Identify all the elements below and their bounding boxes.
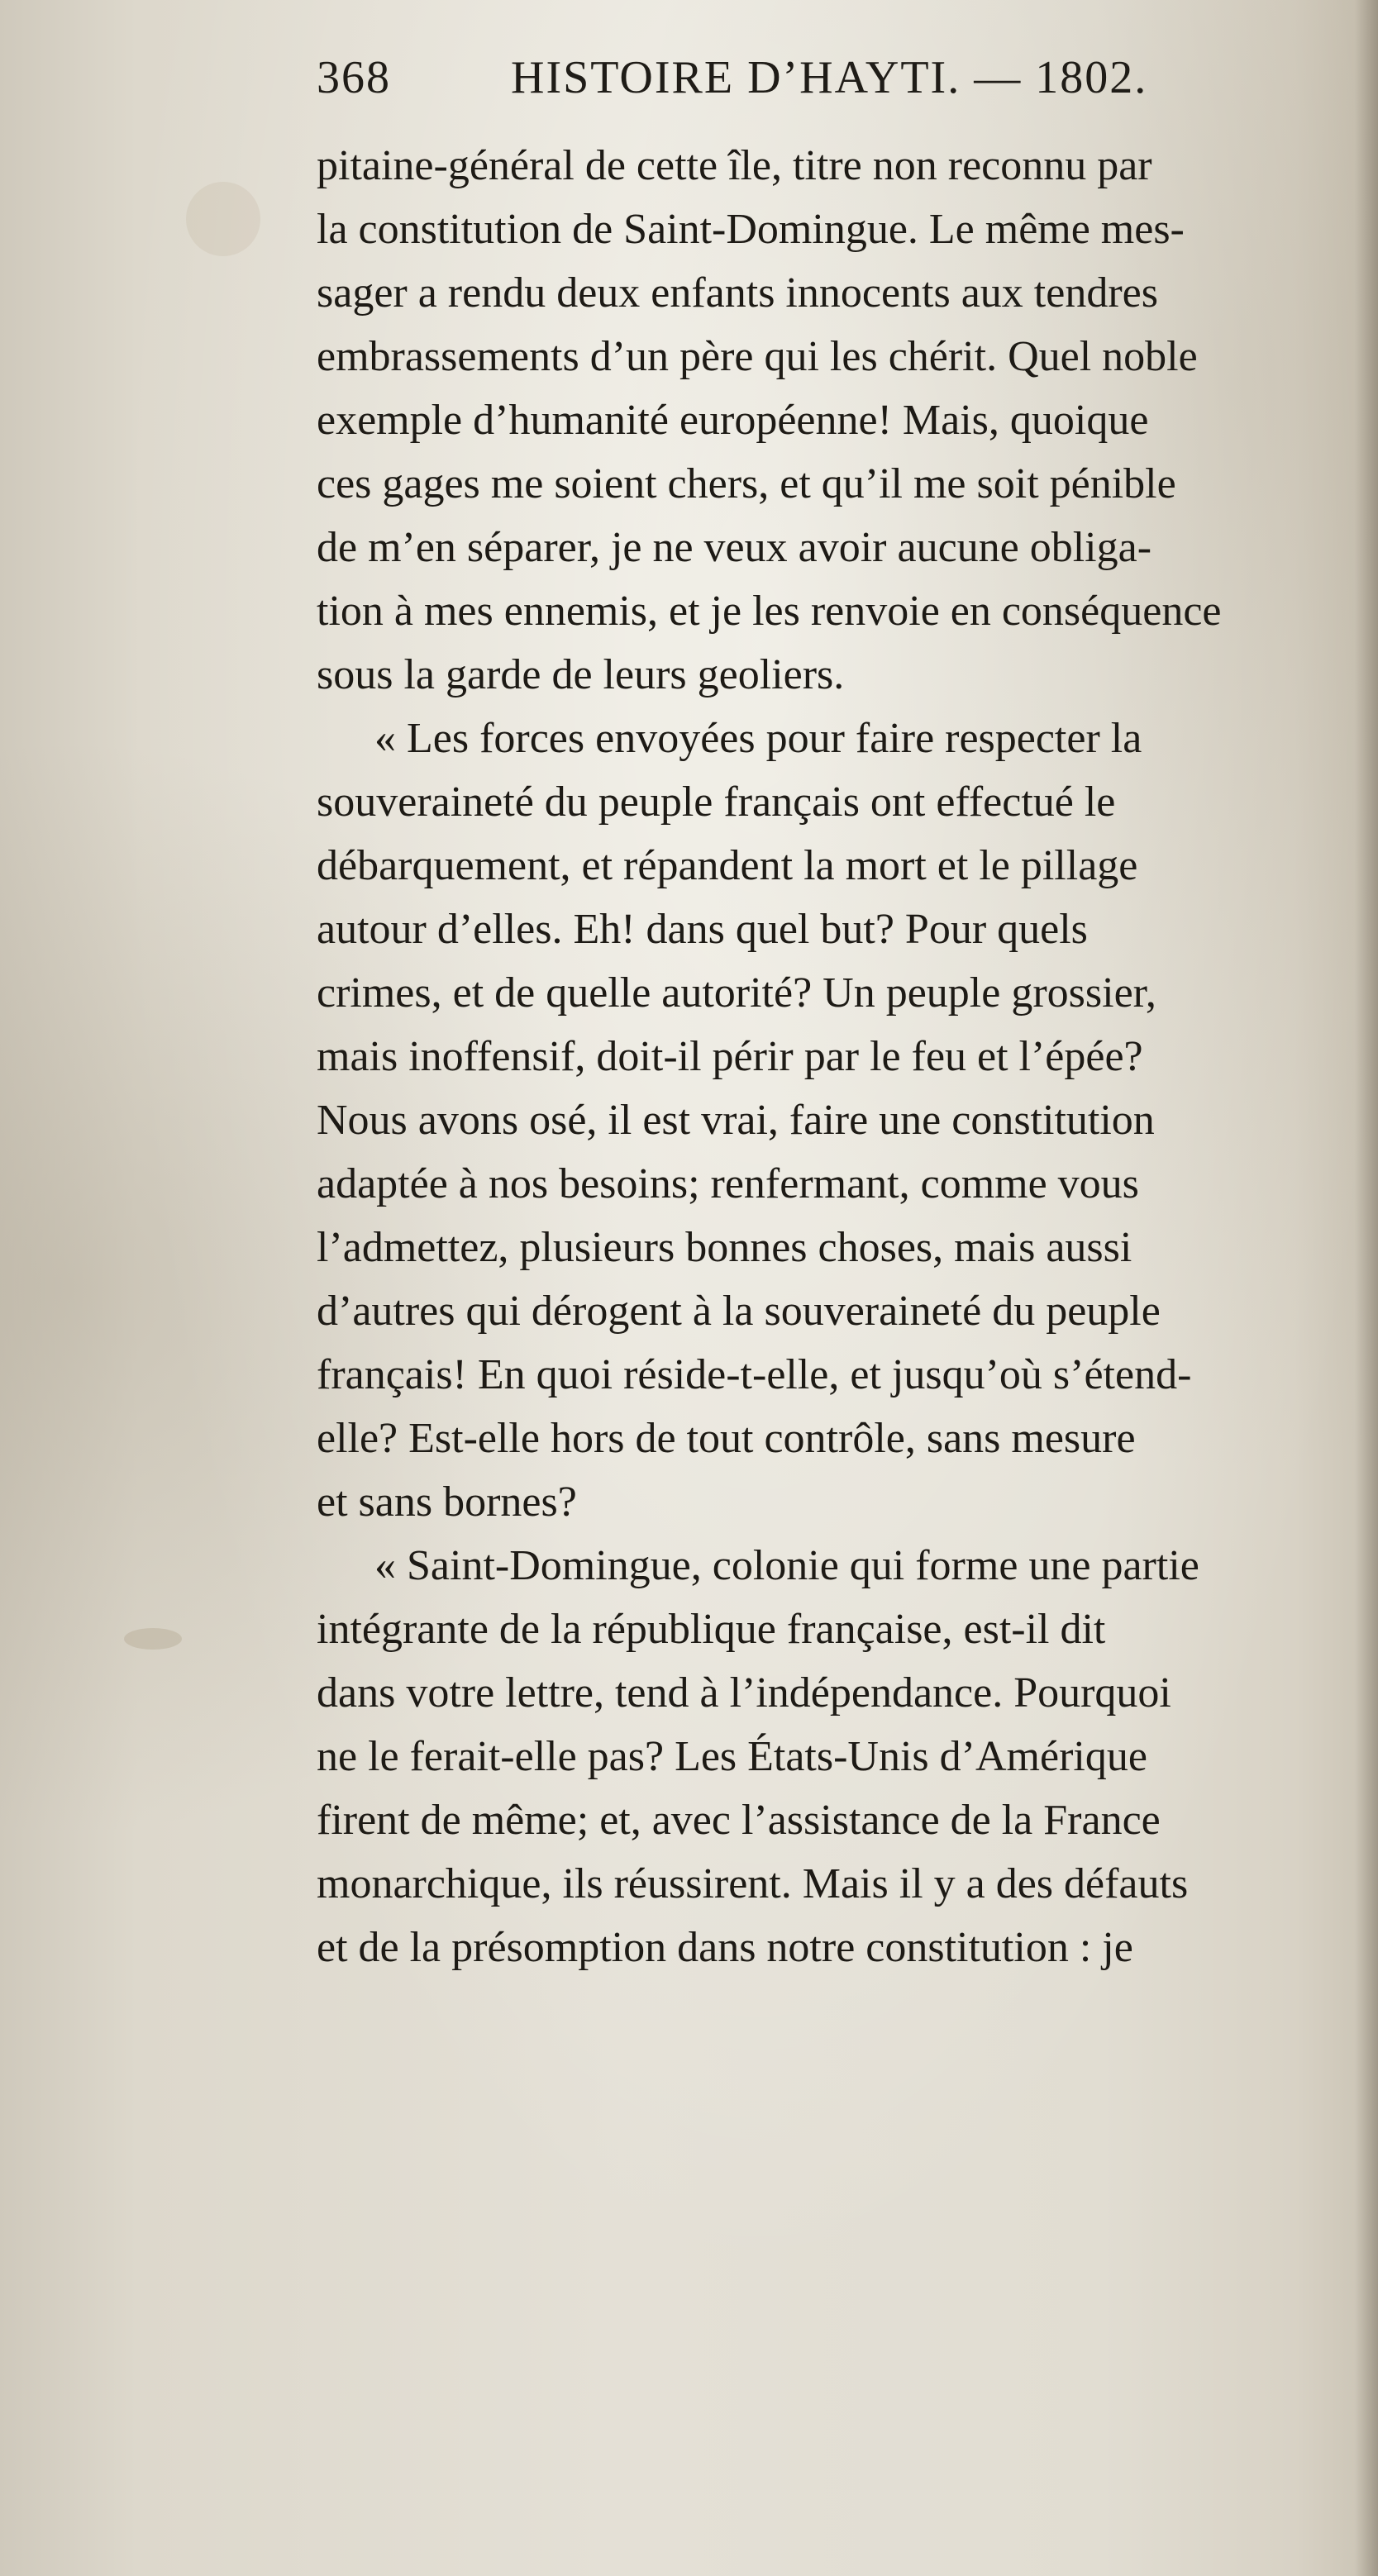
running-header (317, 51, 1218, 117)
text-line: d’autres qui dérogent à la souveraineté du peuple (317, 1288, 1161, 1335)
text-line: firent de même; et, avec l’assistance de la France (317, 1797, 1161, 1844)
text-line: exemple d’humanité européenne! Mais, quoique (317, 397, 1149, 444)
text-line: tion à mes ennemis, et je les renvoie en conséquence (317, 588, 1222, 635)
text-line: ces gages me soient chers, et qu’il me soit pénible (317, 460, 1176, 507)
text-line: ne le ferait-elle pas? Les États-Unis d’Amérique (317, 1733, 1147, 1780)
text-line: Nous avons osé, il est vrai, faire une constitution (317, 1097, 1155, 1144)
text-line: souveraineté du peuple français ont effectué le (317, 779, 1116, 826)
text-line: « Saint-Domingue, colonie qui forme une partie (374, 1542, 1199, 1589)
body-text (317, 134, 1354, 1979)
page-number: 368 (317, 52, 391, 103)
text-line: mais inoffensif, doit-il périr par le feu et l’épée? (317, 1033, 1143, 1080)
text-line: « Les forces envoyées pour faire respecter la (374, 715, 1142, 762)
text-line: et sans bornes? (317, 1478, 577, 1526)
paper-stain (186, 182, 260, 256)
text-line: la constitution de Saint-Domingue. Le même mes- (317, 206, 1185, 253)
paper-stain (124, 1628, 182, 1650)
page-gutter-shadow (1355, 0, 1378, 2576)
text-line: sager a rendu deux enfants innocents aux tendres (317, 269, 1158, 317)
text-line: dans votre lettre, tend à l’indépendance. Pourquoi (317, 1669, 1171, 1717)
text-line: intégrante de la république française, est-il dit (317, 1606, 1106, 1653)
text-line: l’admettez, plusieurs bonnes choses, mais aussi (317, 1224, 1132, 1271)
text-line: elle? Est-elle hors de tout contrôle, sans mesure (317, 1415, 1136, 1462)
running-title: HISTOIRE D’HAYTI. — 1802. (511, 52, 1148, 103)
text-line: pitaine-général de cette île, titre non reconnu par (317, 142, 1152, 189)
text-line: et de la présomption dans notre constitution : je (317, 1924, 1133, 1971)
text-line: embrassements d’un père qui les chérit. Quel noble (317, 333, 1198, 380)
text-line: adaptée à nos besoins; renfermant, comme vous (317, 1160, 1139, 1207)
text-line: autour d’elles. Eh! dans quel but? Pour quels (317, 906, 1088, 953)
text-line: sous la garde de leurs geoliers. (317, 651, 845, 698)
text-line: crimes, et de quelle autorité? Un peuple grossier, (317, 969, 1156, 1017)
text-line: débarquement, et répandent la mort et le pillage (317, 842, 1138, 889)
text-line: français! En quoi réside-t-elle, et jusqu’où s’étend- (317, 1351, 1192, 1398)
text-line: monarchique, ils réussirent. Mais il y a des défauts (317, 1860, 1189, 1907)
text-line: de m’en séparer, je ne veux avoir aucune obliga- (317, 524, 1152, 571)
